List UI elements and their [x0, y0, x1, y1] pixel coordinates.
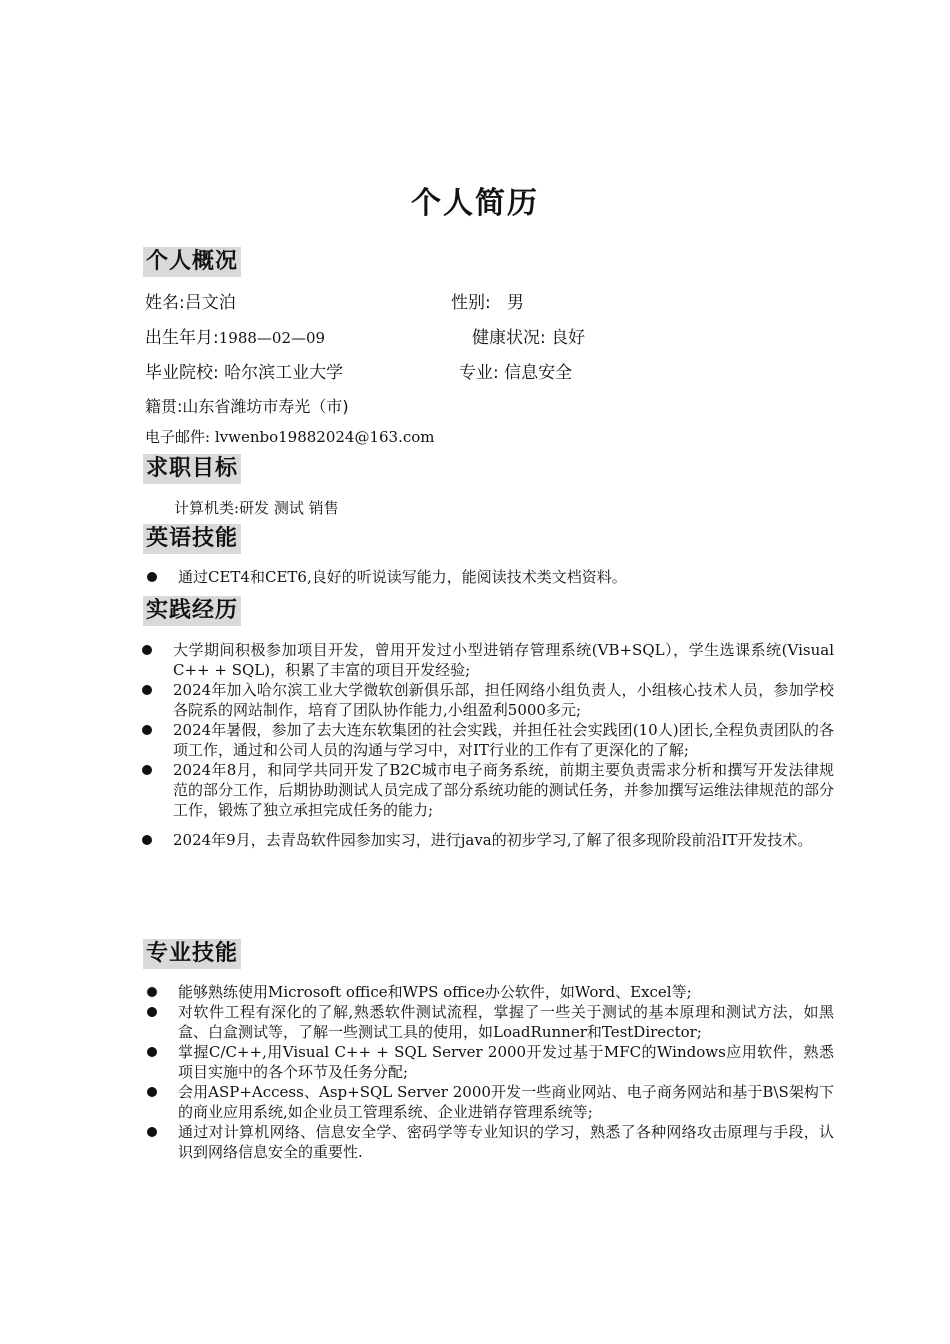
practice-list — [138, 640, 834, 850]
major-row — [459, 361, 572, 385]
name-label: 姓名: — [145, 293, 185, 313]
email-row — [145, 425, 435, 449]
birth-label: 出生年月: — [145, 328, 219, 348]
section-heading-objective: 求职目标 — [143, 454, 241, 484]
origin-value: 山东省潍坊市寿光（市) — [182, 397, 349, 416]
origin-row — [145, 395, 349, 419]
name-value: 吕文泊 — [184, 293, 236, 313]
birth-row — [145, 326, 325, 350]
gender-label: 性别: — [451, 293, 491, 313]
list-item: 对软件工程有深化的了解,熟悉软件测试流程，掌握了一些关于测试的基本原理和测试方法，如黑盒、白盒测试等，了解一些测试工具的使用，如LoadRunner和TestDirector; — [138, 1002, 834, 1042]
school-label: 毕业院校: — [145, 363, 219, 383]
section-heading-english: 英语技能 — [143, 524, 241, 554]
health-value: 良好 — [551, 328, 586, 348]
list-item: 通过对计算机网络、信息安全学、密码学等专业知识的学习，熟悉了各种网络攻击原理与手段，认识到网络信息安全的重要性. — [138, 1122, 834, 1162]
school-row — [145, 361, 343, 385]
list-item: 大学期间积极参加项目开发，曾用开发过小型进销存管理系统(VB+SQL），学生选课系统(Visual C++ + SQL)，积累了丰富的项目开发经验; — [138, 640, 834, 680]
section-heading-skills: 专业技能 — [143, 939, 241, 969]
list-item: 2024年暑假，参加了去大连东软集团的社会实践，并担任社会实践团(10人)团长,全程负责团队的各项工作，通过和公司人员的沟通与学习中，对IT行业的工作有了更深化的了解; — [138, 720, 834, 760]
section-heading-practice: 实践经历 — [143, 596, 241, 626]
name-row — [145, 291, 236, 315]
gender-value: 男 — [506, 293, 524, 313]
list-item: 2024年8月，和同学共同开发了B2C城市电子商务系统，前期主要负责需求分析和撰写开发法律规范的部分工作，后期协助测试人员完成了部分系统功能的测试任务，并参加撰写运维法律规范的部分工作，锻炼了独立承担完成任务的能力; — [138, 760, 834, 820]
major-value: 信息安全 — [504, 363, 573, 383]
list-item: 通过CET4和CET6,良好的听说读写能力，能阅读技术类文档资料。 — [138, 567, 834, 587]
list-item: 能够熟练使用Microsoft office和WPS office办公软件，如Word、Excel等; — [138, 982, 834, 1002]
gender-row — [451, 291, 524, 315]
school-value: 哈尔滨工业大学 — [224, 363, 344, 383]
list-item: 会用ASP+Access、Asp+SQL Server 2000开发一些商业网站、电子商务网站和基于B\S架构下的商业应用系统,如企业员工管理系统、企业进销存管理系统等; — [138, 1082, 834, 1122]
health-label: 健康状况: — [472, 328, 546, 348]
list-item: 2024年9月，去青岛软件园参加实习，进行java的初步学习,了解了很多现阶段前沿IT开发技术。 — [138, 830, 834, 850]
health-row — [472, 326, 585, 350]
email-label: 电子邮件: — [145, 428, 211, 446]
birth-value: 1988—02—09 — [218, 329, 326, 347]
email-value[interactable]: lvwenbo19882024@163.com — [214, 428, 435, 446]
page-title: 个人简历 — [411, 186, 539, 221]
origin-label: 籍贯: — [145, 397, 183, 416]
list-item: 掌握C/C++,用Visual C++ + SQL Server 2000开发过基于MFC的Windows应用软件，熟悉项目实施中的各个环节及任务分配; — [138, 1042, 834, 1082]
section-heading-overview: 个人概况 — [143, 247, 241, 277]
english-list — [138, 567, 834, 587]
list-item: 2024年加入哈尔滨工业大学微软创新俱乐部，担任网络小组负责人，小组核心技术人员，参加学校各院系的网站制作，培育了团队协作能力,小组盈利5000多元; — [138, 680, 834, 720]
objective-text: 计算机类:研发 测试 销售 — [174, 499, 339, 517]
skills-list — [138, 982, 834, 1162]
major-label: 专业: — [459, 363, 499, 383]
